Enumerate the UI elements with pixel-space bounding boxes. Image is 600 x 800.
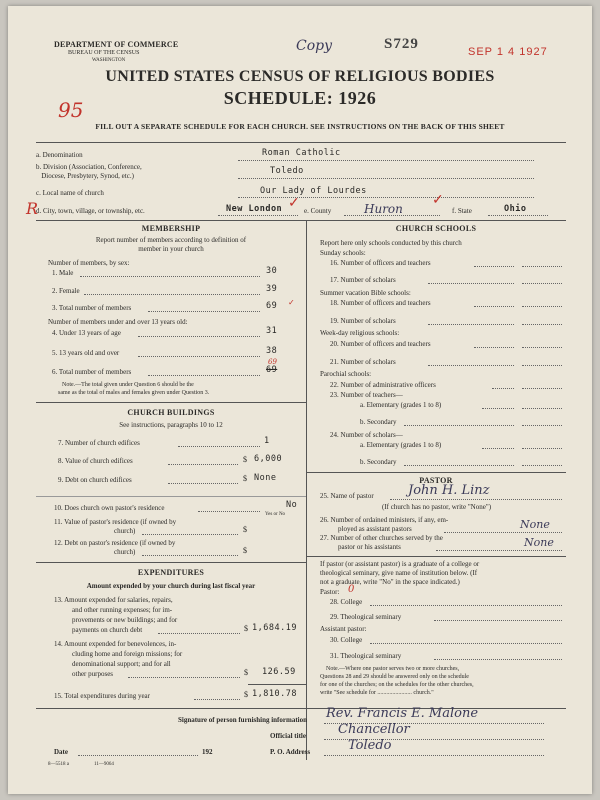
q6-correction: 69: [268, 358, 277, 366]
state-label: f. State: [452, 207, 472, 215]
q9-dollar: $: [243, 474, 247, 483]
q24a-label: a. Elementary (grades 1 to 8): [360, 441, 442, 449]
q25-hint: (If church has no pastor, write "None"): [382, 503, 492, 511]
form-title: UNITED STATES CENSUS OF RELIGIOUS BODIES: [105, 68, 495, 85]
bureau-city: WASHINGTON: [92, 58, 126, 63]
division-value: Toledo: [270, 166, 304, 176]
county-value: Huron: [364, 202, 403, 216]
q11-label-2: church): [114, 527, 136, 535]
year-label: 192: [202, 748, 213, 756]
q19-label: 19. Number of scholars: [330, 317, 396, 325]
state-value: Ohio: [504, 204, 527, 214]
bureau-name: BUREAU OF THE CENSUS: [68, 50, 140, 56]
q6-value: 69: [266, 365, 278, 375]
q27-line-2: pastor or his assistants: [338, 543, 401, 551]
denomination-label: a. Denomination: [36, 151, 83, 159]
q30-label: 30. College: [330, 636, 363, 644]
division-label: b. Division (Association, Conference, Diocese, Presbytery, Synod, etc.): [36, 163, 142, 180]
q10-label: 10. Does church own pastor's residence: [54, 504, 165, 512]
q24-label: 24. Number of scholars—: [330, 431, 403, 439]
q24b-label: b. Secondary: [360, 458, 397, 466]
denomination-value: Roman Catholic: [262, 148, 341, 158]
city-value: New London: [226, 204, 283, 214]
pastor-note-4: write "See schedule for ....................... church.": [320, 690, 434, 696]
q11-label-1: 11. Value of pastor's residence (if owned by: [54, 518, 177, 526]
department-name: DEPARTMENT OF COMMERCE: [54, 40, 179, 49]
membership-heading: MEMBERSHIP: [141, 224, 201, 233]
members-by-age-label: Number of members under and over 13 years old:: [48, 318, 188, 326]
church-name-label: c. Local name of church: [36, 189, 104, 197]
q2-label: 2. Female: [52, 287, 80, 295]
official-title-label: Official title: [270, 732, 306, 740]
q27-value: None: [524, 536, 554, 549]
received-date-stamp: SEP 1 4 1927: [468, 46, 548, 58]
q3-label: 3. Total number of members: [52, 304, 132, 312]
q14-line-4: other purposes: [72, 670, 114, 678]
q6-label: 6. Total number of members: [52, 368, 132, 376]
q15-value: 1,810.78: [252, 689, 297, 699]
membership-intro-1: Report number of members according to definition of: [95, 236, 247, 244]
q12-label-1: 12. Debt on pastor's residence (if owned by: [54, 539, 176, 547]
copy-annotation: Copy: [296, 38, 333, 54]
church-name-value: Our Lady of Lourdes: [260, 186, 367, 196]
checkmark-icon: ✓: [432, 193, 444, 208]
q9-label: 9. Debt on church edifices: [58, 476, 132, 484]
signature-label: Signature of person furnishing information: [178, 716, 307, 724]
q10-hint: Yes or No: [265, 512, 286, 517]
q7-value: 1: [264, 436, 270, 446]
q9-value: None: [254, 473, 277, 483]
q13-line-1: 13. Amount expended for salaries, repairs,: [54, 596, 173, 604]
members-by-sex-label: Number of members, by sex:: [48, 259, 130, 267]
q18-label: 18. Number of officers and teachers: [330, 299, 431, 307]
q2-value: 39: [266, 284, 278, 294]
po-address-label: P. O. Address: [270, 748, 311, 756]
q14-line-1: 14. Amount expended for benevolences, in-: [54, 640, 177, 648]
q8-dollar: $: [243, 455, 247, 464]
assistant-pastor-label: Assistant pastor:: [320, 625, 367, 633]
q12-label-2: church): [114, 548, 136, 556]
census-form-page: [8, 6, 592, 794]
q29-label: 29. Theological seminary: [330, 613, 402, 621]
membership-intro-2: member in your church: [138, 245, 204, 253]
signature-value: Rev. Francis E. Malone: [326, 706, 479, 721]
q22-label: 22. Number of administrative officers: [330, 381, 436, 389]
q8-value: 6,000: [254, 454, 283, 464]
q13-line-4: payments on church debt: [72, 626, 143, 634]
pastor-mark: 0: [348, 584, 355, 595]
pastor-note-3: for one of the churches; on the schedules for the other churches,: [320, 682, 474, 688]
official-title-value: Chancellor: [338, 722, 410, 737]
form-instructions: FILL OUT A SEPARATE SCHEDULE FOR EACH CHURCH. SEE INSTRUCTIONS ON THE BACK OF THIS SHEET: [95, 122, 505, 131]
q7-label: 7. Number of church edifices: [58, 439, 140, 447]
pastor-note-2: Questions 28 and 29 should be answered only on the schedule: [320, 674, 469, 680]
margin-r-annotation: R: [26, 199, 39, 218]
q10-value: No: [286, 500, 298, 510]
schedule-number: S729: [384, 36, 419, 52]
q25-value: John H. Linz: [408, 483, 490, 498]
expenditures-heading: EXPENDITURES: [137, 568, 205, 577]
q26-line-2: ployed as assistant pastors: [338, 525, 412, 533]
graduate-note-2: theological seminary, give name of institution below. (If: [320, 569, 478, 577]
q16-label: 16. Number of officers and teachers: [330, 259, 431, 267]
pastor-label: Pastor:: [320, 588, 340, 596]
q11-dollar: $: [243, 525, 247, 534]
schools-heading: CHURCH SCHOOLS: [395, 224, 477, 233]
q13-dollar: $: [244, 624, 248, 633]
graduate-note-1: If pastor (or assistant pastor) is a graduate of a college or: [320, 560, 480, 568]
schools-sub: Report here only schools conducted by this church: [320, 239, 462, 247]
graduate-note-3: not a graduate, write "No" in the space indicated.): [320, 578, 460, 586]
q23b-label: b. Secondary: [360, 418, 397, 426]
q8-label: 8. Value of church edifices: [58, 457, 133, 465]
q25-label: 25. Name of pastor: [320, 492, 374, 500]
q17-label: 17. Number of scholars: [330, 276, 396, 284]
q14-dollar: $: [244, 668, 248, 677]
expenditures-sub: Amount expended by your church during last fiscal year: [86, 582, 256, 590]
q15-label: 15. Total expenditures during year: [54, 692, 150, 700]
q13-line-2: and other running expenses; for im-: [72, 606, 173, 614]
vacation-schools-label: Summer vacation Bible schools:: [320, 289, 411, 297]
date-label: Date: [54, 748, 68, 756]
q1-value: 30: [266, 266, 278, 276]
form-number-2: 11—9064: [94, 762, 114, 767]
pastor-heading: PASTOR: [419, 476, 453, 485]
weekday-schools-label: Week-day religious schools:: [320, 329, 400, 337]
county-label: e. County: [304, 207, 332, 215]
q27-line-1: 27. Number of other churches served by the: [320, 534, 443, 542]
buildings-sub: See instructions, paragraphs 10 to 12: [119, 421, 223, 429]
q20-label: 20. Number of officers and teachers: [330, 340, 431, 348]
q14-line-3: denominational support; and for all: [72, 660, 171, 668]
membership-note-1: Note.—The total given under Question 6 should be the: [62, 382, 194, 388]
q5-label: 5. 13 years old and over: [52, 349, 120, 357]
q26-value: None: [520, 518, 550, 531]
membership-note-2: same as the total of males and females given under Question 3.: [58, 390, 210, 396]
q13-line-3: provements or new buildings; and for: [72, 616, 178, 624]
q15-dollar: $: [244, 690, 248, 699]
city-label: d. City, town, village, or township, etc.: [36, 207, 145, 215]
q5-value: 38: [266, 346, 278, 356]
q13-value: 1,684.19: [252, 623, 297, 633]
margin-number-annotation: 95: [58, 98, 84, 122]
parochial-schools-label: Parochial schools:: [320, 370, 372, 378]
q4-label: 4. Under 13 years of age: [52, 329, 121, 337]
sunday-schools-label: Sunday schools:: [320, 249, 366, 257]
q1-label: 1. Male: [52, 269, 74, 277]
q23a-label: a. Elementary (grades 1 to 8): [360, 401, 442, 409]
form-number-1: 8—5518 a: [48, 762, 69, 767]
form-subtitle: SCHEDULE: 1926: [223, 88, 377, 108]
checkmark-icon: ✓: [288, 196, 300, 211]
q31-label: 31. Theological seminary: [330, 652, 402, 660]
buildings-heading: CHURCH BUILDINGS: [127, 408, 215, 417]
q21-label: 21. Number of scholars: [330, 358, 396, 366]
q3-value: 69: [266, 301, 278, 311]
q12-dollar: $: [243, 546, 247, 555]
pastor-note-1: Note.—Where one pastor serves two or more churches,: [326, 666, 460, 672]
q28-label: 28. College: [330, 598, 363, 606]
q23-label: 23. Number of teachers—: [330, 391, 403, 399]
q14-line-2: cluding home and foreign missions; for: [72, 650, 183, 658]
q14-value: 126.59: [262, 667, 296, 677]
po-address-value: Toledo: [348, 738, 392, 753]
q4-value: 31: [266, 326, 278, 336]
q26-line-1: 26. Number of ordained ministers, if any, em-: [320, 516, 449, 524]
tick-icon: ✓: [288, 298, 295, 307]
